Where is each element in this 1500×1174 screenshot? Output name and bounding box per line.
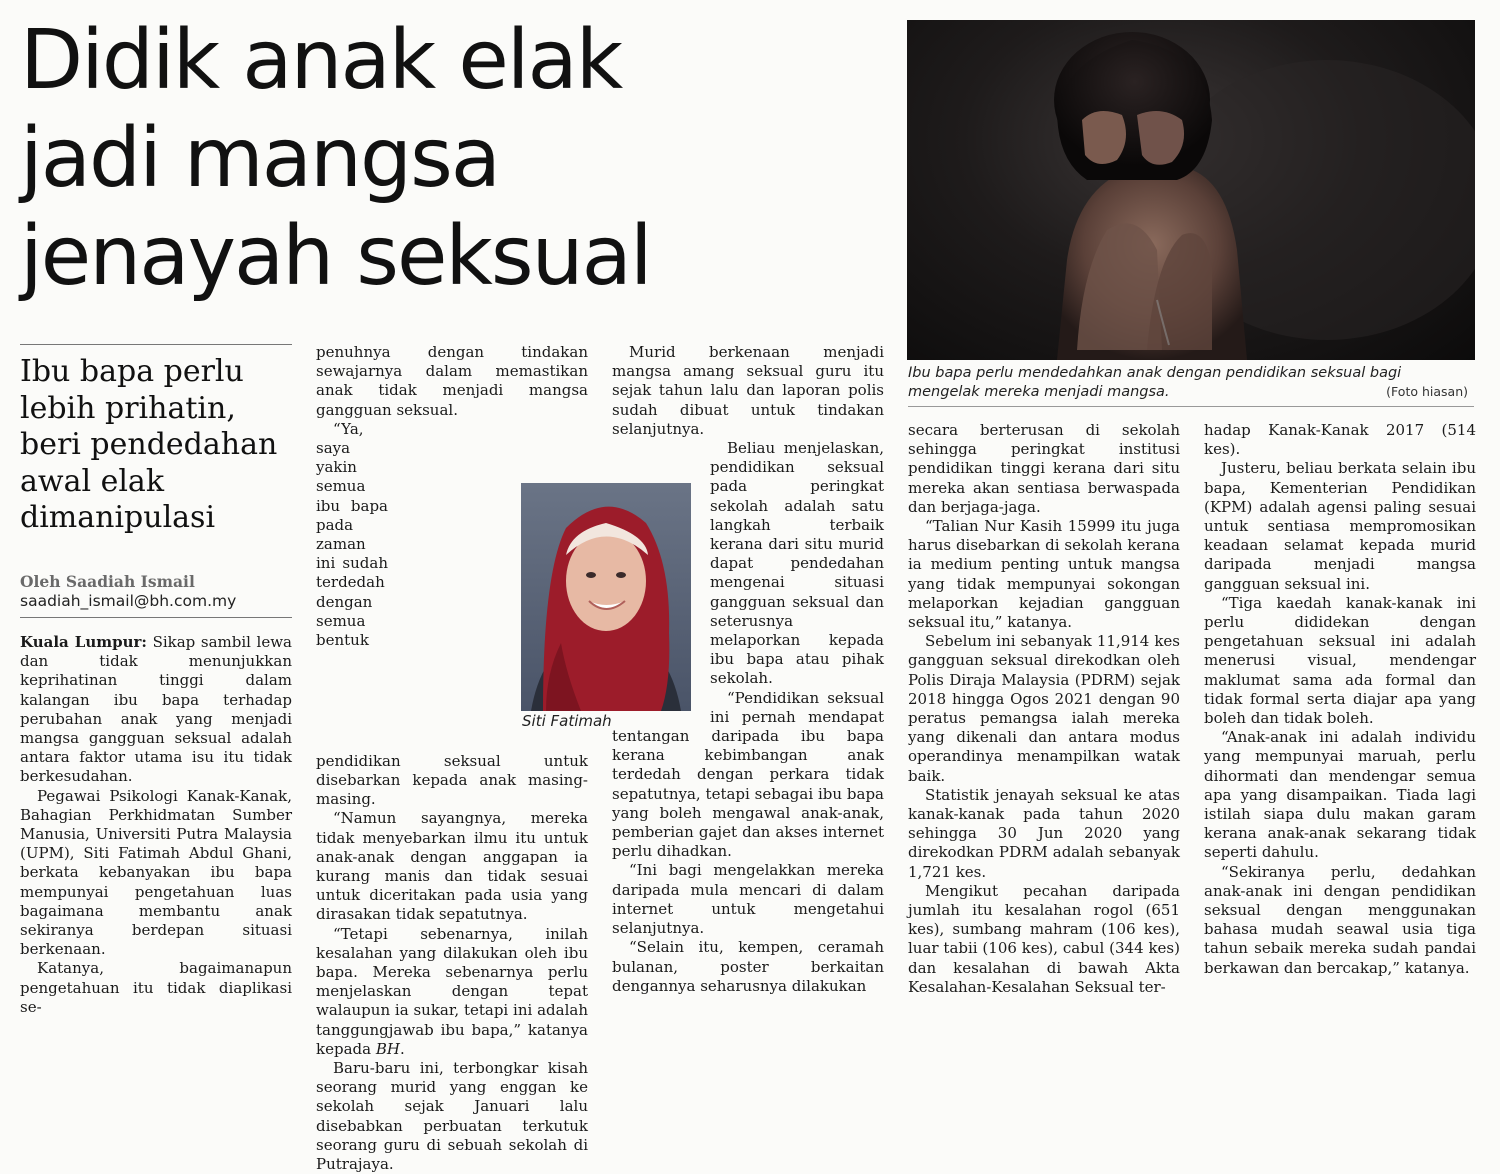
article-photo — [907, 20, 1475, 360]
paragraph: “Sekiranya perlu, dedahkan anak-anak ini dengan pendidikan seksual dengan menggunakan bahasa mudah seawal usia tiga tahun sebaik mereka sudah pandai berkawan dan bercakap,” katanya. — [1204, 862, 1476, 977]
paragraph: “Anak-anak ini adalah individu yang mempunyai maruah, perlu dihormati dan mendengar semua apa yang disampaikan. Tiada lagi istilah siapa dulu makan garam kerana anak-anak sekarang tidak seperti dahulu. — [1204, 728, 1476, 862]
publication-name: BH — [375, 1039, 400, 1058]
headline-line-1: Didik anak elak — [20, 13, 622, 108]
standfirst-top-rule — [20, 344, 292, 345]
paragraph: Beliau menjelaskan, pendidikan seksual pada peringkat sekolah adalah satu langkah terbaik kerana dari situ murid dapat pendedahan mengenai situasi gangguan seksual dan seterusnya melaporkan kepada ibu bapa atau pihak sekolah. — [710, 439, 884, 688]
paragraph: “Namun sayangnya, mereka tidak menyebarkan ilmu itu untuk anak-anak dengan anggapan ia kurang manis dan tidak sesuai untuk diceritakan pada usia yang dirasakan tidak sepatutnya. — [316, 809, 588, 924]
portrait-photo — [521, 483, 691, 711]
paragraph: Mengikut pecahan daripada jumlah itu kesalahan rogol (651 kes), sumbang mahram (106 kes), luar tabii (106 kes), cabul (344 kes) dan kesalahan di bawah Akta Kesalahan-Kesalahan Seksual ter- — [908, 881, 1180, 996]
paragraph: “Selain itu, kempen, ceramah bulanan, poster berkaitan dengannya seharusnya dilakukan — [612, 938, 884, 995]
paragraph — [316, 925, 588, 1059]
paragraph: Sebelum ini sebanyak 11,914 kes gangguan seksual direkodkan oleh Polis Diraja Malaysia (PDRM) sejak 2018 hingga Ogos 2021 dengan 90 peratus pemangsa ialah mereka yang dikenali dan antara modus operandinya menampilkan watak baik. — [908, 632, 1180, 785]
woman-in-hijab-illustration — [521, 483, 691, 711]
byline-bottom-rule — [20, 617, 292, 618]
paragraph: Statistik jenayah seksual ke atas kanak-kanak pada tahun 2020 sehingga 30 Jun 2020 yang direkodkan PDRM adalah sebanyak 1,721 kes. — [908, 785, 1180, 881]
photo-credit: (Foto hiasan) — [1386, 384, 1468, 399]
paragraph: penuhnya dengan tindakan sewajarnya dalam memastikan anak tidak menjadi mangsa gangguan seksual. — [316, 343, 588, 419]
headline — [20, 12, 880, 306]
article-column-4 — [908, 421, 1180, 997]
headline-line-2: jadi mangsa — [20, 111, 500, 206]
paragraph: “Ini bagi mengelakkan mereka daripada mula mencari di dalam internet untuk mengetahui selanjutnya. — [612, 861, 884, 938]
paragraph: Pegawai Psikologi Kanak-Kanak, Bahagian Perkhidmatan Sumber Manusia, Universiti Putra Malaysia (UPM), Siti Fatimah Abdul Ghani, berkata kebanyakan ibu bapa mempunyai pengetahuan luas bagaimana membantu anak sekiranya berdepan situasi berkenaan. — [20, 786, 292, 959]
dateline: Kuala Lumpur: — [20, 633, 147, 651]
paragraph: Justeru, beliau berkata selain ibu bapa, Kementerian Pendidikan (KPM) adalah agensi paling sesuai untuk sentiasa mempromosikan keadaan selamat kepada murid daripada menjadi mangsa gangguan seksual ini. — [1204, 459, 1476, 593]
crouching-figure-illustration — [907, 20, 1475, 360]
portrait-caption: Siti Fatimah — [522, 712, 612, 730]
paragraph: “Ya, saya yakin semua ibu bapa pada zaman ini sudah terdedah dengan semua bentuk pendidikan seksual untuk disebarkan kepada anak masing-masing. — [316, 419, 588, 809]
paragraph: hadap Kanak-Kanak 2017 (514 kes). — [1204, 421, 1476, 459]
paragraph — [20, 633, 292, 787]
paragraph: Katanya, bagaimanapun pengetahuan itu tidak diaplikasi se- — [20, 959, 292, 1016]
paragraph: Baru-baru ini, terbongkar kisah seorang murid yang enggan ke sekolah sejak Januari lalu disebabkan perbuatan terkutuk seorang guru di sebuah sekolah di Putrajaya. — [316, 1059, 588, 1174]
headline-line-3: jenayah seksual — [20, 209, 651, 304]
photo-caption: Ibu bapa perlu mendedahkan anak dengan pendidikan seksual bagi mengelak mereka menjadi mangsa. — [908, 364, 1474, 407]
paragraph-end: . — [399, 1039, 405, 1058]
article-column-1 — [20, 633, 292, 1017]
paragraph: “Talian Nur Kasih 15999 itu juga harus disebarkan di sekolah kerana ia medium penting untuk mangsa yang tidak mempunyai sokongan melaporkan kejadian gangguan seksual itu,” katanya. — [908, 517, 1180, 632]
paragraph: Murid berkenaan menjadi mangsa amang seksual guru itu sejak tahun lalu dan laporan polis sudah dibuat untuk tindakan selanjutnya. — [612, 343, 884, 438]
paragraph-text: “Tetapi sebenarnya, inilah kesalahan yang dilakukan oleh ibu bapa. Mereka sebenarnya perlu menjelaskan dengan tepat walaupun ia sukar, tetapi ini adalah tanggungjawab ibu bapa,” katanya kepada — [316, 924, 588, 1058]
paragraph-text: Sikap sambil lewa dan tidak menunjukkan keprihatinan tinggi dalam kalangan ibu bapa terhadap perubahan anak yang menjadi mangsa gangguan seksual adalah antara faktor utama isu itu tidak berkesudahan. — [20, 633, 292, 786]
byline-email: saadiah_ismail@bh.com.my — [20, 592, 237, 610]
byline-author: Oleh Saadiah Ismail — [20, 572, 195, 591]
article-column-5 — [1204, 421, 1476, 978]
paragraph: “Tiga kaedah kanak-kanak ini perlu dididekan dengan pengetahuan seksual ini adalah menerusi visual, mendengar maklumat sama ada formal dan tidak formal serta diajar apa yang boleh dan tidak boleh. — [1204, 593, 1476, 728]
paragraph: “Pendidikan seksual ini pernah mendapat tentangan daripada ibu bapa kerana kebimbangan anak terdedah dengan perkara tidak sepatutnya, tetapi sebagai ibu bapa yang boleh mengawal anak-anak, pemberian gajet dan akses internet perlu dihadkan. — [612, 688, 884, 861]
standfirst: Ibu bapa perlu lebih prihatin, beri pendedahan awal elak dimanipulasi — [20, 354, 278, 535]
paragraph: secara berterusan di sekolah sehingga peringkat institusi pendidikan tinggi kerana dari situ mereka akan sentiasa berwaspada dan berjaga-jaga. — [908, 421, 1180, 516]
article-column-2 — [316, 343, 588, 1174]
